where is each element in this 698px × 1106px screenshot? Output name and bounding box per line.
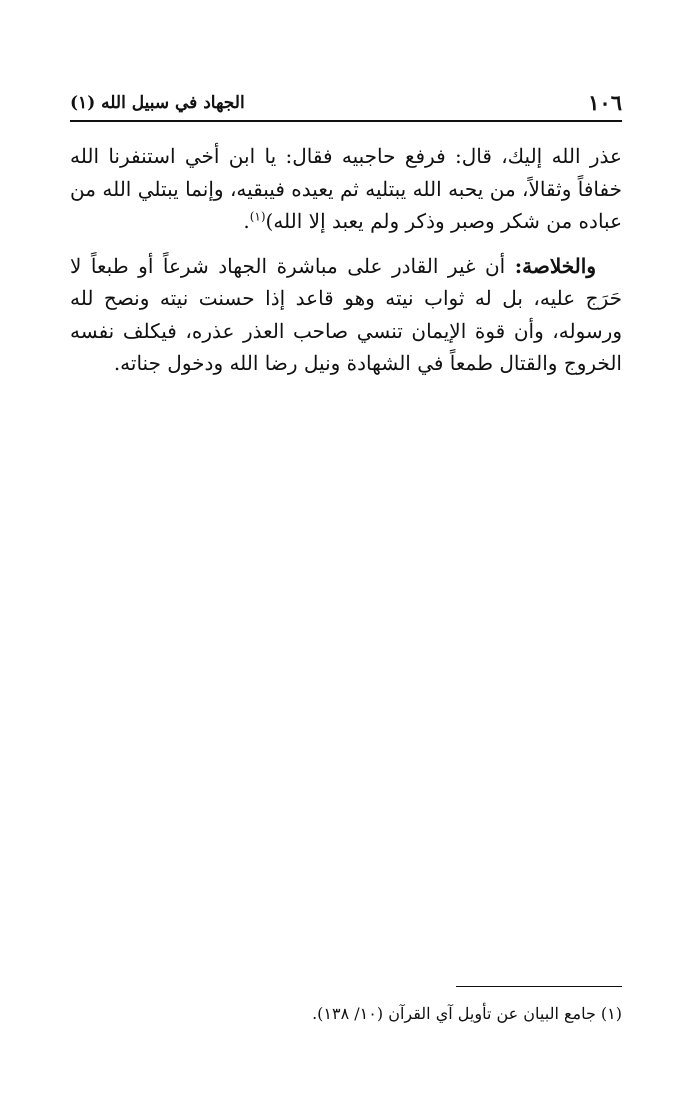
paragraph-text: أن غير القادر على مباشرة الجهاد شرعاً أو طبعاً لا حَرَج عليه، بل له ثواب نيته وهو قاعد إذا حسنت نيته ونصح لله ورسوله، وأن قوة الإيمان تنسي صاحب العذر عذره، فيكلف نفسه الخروج والقتال طمعاً في الشهادة ونيل رضا الله ودخول جناته. (70, 253, 622, 375)
main-text (70, 140, 622, 380)
paragraph-end: . (243, 209, 250, 233)
paragraph (70, 140, 622, 238)
header-rule (70, 120, 622, 122)
page-number: ١٠٦ (588, 90, 622, 115)
footnote-rule (456, 986, 622, 987)
running-head: الجهاد في سبيل الله (١) (70, 93, 245, 113)
summary-lead: والخلاصة: (514, 253, 596, 278)
footnote-reference: (١) (249, 209, 266, 224)
page-header (70, 88, 622, 118)
footnote: (١) جامع البيان عن تأويل آي القرآن (١٠/ ١٣٨). (312, 1004, 622, 1023)
paragraph-text: عذر الله إليك، قال: فرفع حاجبيه فقال: يا ابن أخي استنفرنا الله خفافاً وثقالاً، من يحبه الله يبتليه ثم يعيده فيبقيه، وإنما يبتلي الله من عباده من شكر وصبر وذكر ولم يعبد إلا الله) (70, 144, 622, 233)
paragraph (70, 250, 622, 380)
